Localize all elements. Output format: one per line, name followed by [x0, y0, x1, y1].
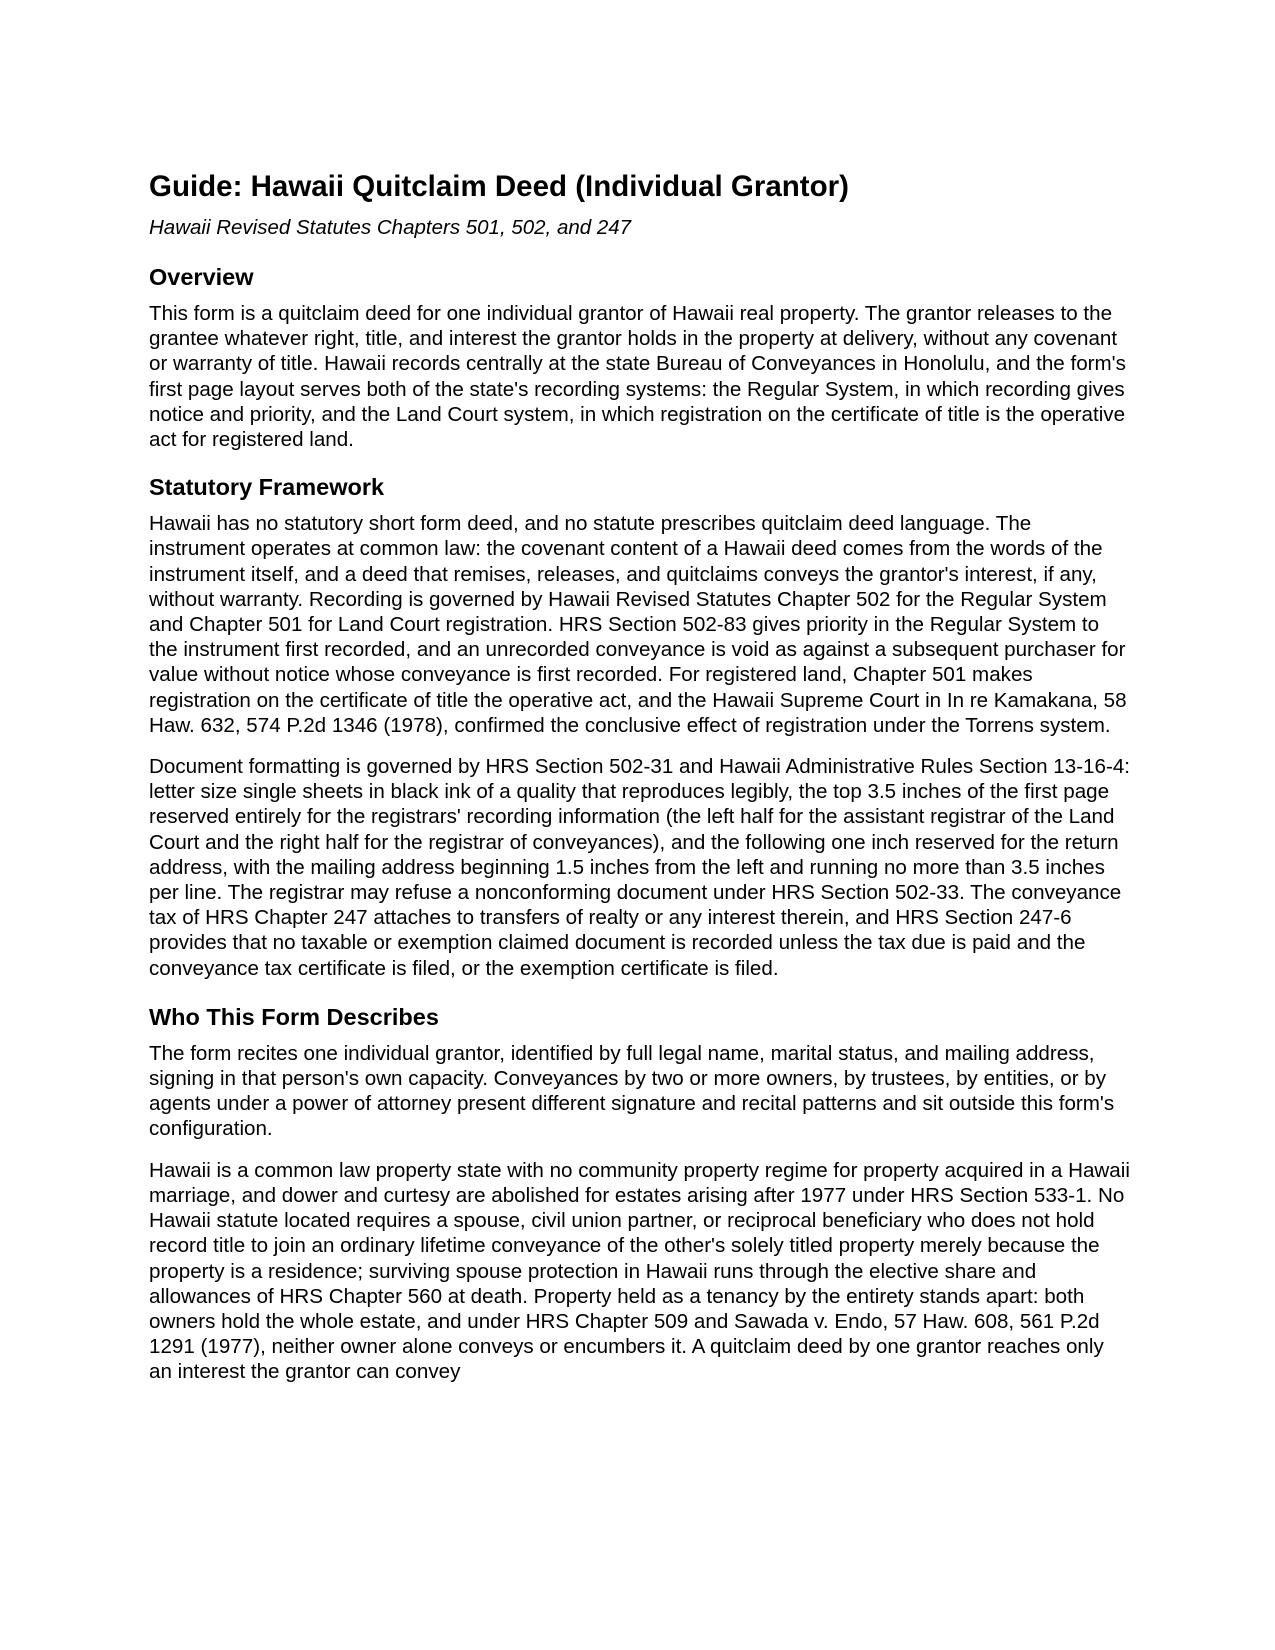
overview-paragraph-1: This form is a quitclaim deed for one individual grantor of Hawaii real property. The grantor releases to the grantee whatever right, title, and interest the grantor holds in the property at delivery, without any covenant or warranty of title. Hawaii records centrally at the state Bureau of Conveyances in Honolulu, and the form's first page layout serves both of the state's recording systems: the Regular System, in which recording gives notice and priority, and the Land Court system, in which registration on the certificate of title is the operative act for registered land. [149, 302, 1126, 452]
statutory-paragraph-1: Hawaii has no statutory short form deed, and no statute prescribes quitclaim deed language. The instrument operates at common law: the covenant content of a Hawaii deed comes from the words of the instrument itself, and a deed that remises, releases, and quitclaims conveys the grantor's interest, if any, without warranty. Recording is governed by Hawaii Revised Statutes Chapter 502 for the Regular System and Chapter 501 for Land Court registration. HRS Section 502-83 gives priority in the Regular System to the instrument first recorded, and an unrecorded conveyance is void as against a subsequent purchaser for value without notice whose conveyance is first recorded. For registered land, Chapter 501 makes registration on the certificate of title the operative act, and the Hawaii Supreme Court in In re Kamakana, 58 Haw. 632, 574 P.2d 1346 (1978), confirmed the conclusive effect of registration under the Torrens system. [149, 512, 1127, 737]
section-who-this-form-describes [149, 1003, 1130, 1385]
section-statutory-framework [149, 473, 1130, 981]
statutory-paragraph-2: Document formatting is governed by HRS Section 502-31 and Hawaii Administrative Rules Section 13-16-4: letter size single sheets in black ink of a quality that reproduces legibly, the top 3.5 inches of the first page reserved entirely for the registrars' recording information (the left half for the assistant registrar of the Land Court and the right half for the registrar of conveyances), and the following one inch reserved for the return address, with the mailing address beginning 1.5 inches from the left and running no more than 3.5 inches per line. The registrar may refuse a nonconforming document under HRS Section 502-33. The conveyance tax of HRS Chapter 247 attaches to transfers of realty or any interest therein, and HRS Section 247-6 provides that no taxable or exemption claimed document is recorded unless the tax due is paid and the conveyance tax certificate is filed, or the exemption certificate is filed. [149, 755, 1130, 980]
document-title: Guide: Hawaii Quitclaim Deed (Individual Grantor) [149, 170, 849, 203]
document-subtitle: Hawaii Revised Statutes Chapters 501, 502, and 247 [149, 216, 632, 239]
section-overview [149, 263, 1130, 452]
document-page [149, 170, 1130, 1385]
who-paragraph-1: The form recites one individual grantor, identified by full legal name, marital status, and mailing address, signing in that person's own capacity. Conveyances by two or more owners, by trustees, by entities, or by agents under a power of attorney present different signature and recital patterns and sit outside this form's configuration. [149, 1041, 1115, 1141]
section-heading-statutory-framework: Statutory Framework [149, 474, 385, 501]
who-paragraph-2: Hawaii is a common law property state with no community property regime for property acquired in a Hawaii marriage, and dower and curtesy are abolished for estates arising after 1977 under HRS Section 533-1. No Hawaii statute located requires a spouse, civil union partner, or reciprocal beneficiary who does not hold record title to join an ordinary lifetime conveyance of the other's solely titled property merely because the property is a residence; surviving spouse protection in Hawaii runs through the elective share and allowances of HRS Chapter 560 at death. Property held as a tenancy by the entirety stands apart: both owners hold the whole estate, and under HRS Chapter 509 and Sawada v. Endo, 57 Haw. 608, 561 P.2d 1291 (1977), neither owner alone conveys or encumbers it. A quitclaim deed by one grantor reaches only an interest the grantor can convey [149, 1158, 1130, 1384]
section-heading-who-this-form-describes: Who This Form Describes [149, 1003, 439, 1030]
section-heading-overview: Overview [149, 264, 254, 290]
